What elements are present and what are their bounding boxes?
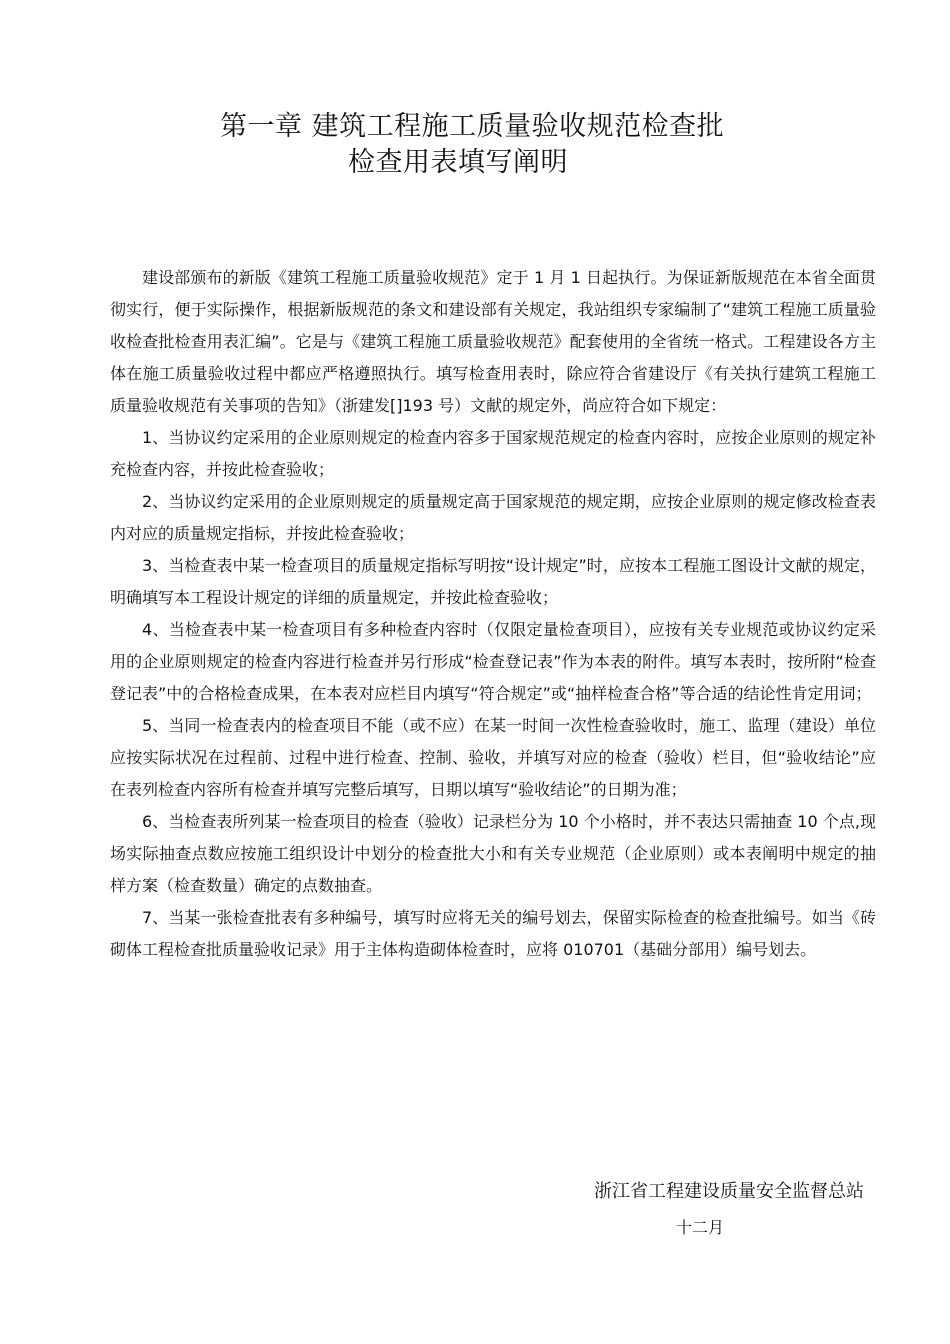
page-title-line-1: 第一章 建筑工程施工质量验收规范检查批 bbox=[220, 111, 725, 142]
rule-item-2: 2、当协议约定采用的企业原则规定的质量规定高于国家规范的规定期，应按企业原则的规定修改检查表内对应的质量规定指标，并按此检查验收； bbox=[110, 492, 876, 543]
rule-item-6: 6、当检查表所列某一检查项目的检查（验收）记录栏分为 10 个小格时，并不表达只需抽查 10 个点,现场实际抽查点数应按施工组织设计中划分的检查批大小和有关专业规范（企业原则）或本表阐明中规定的抽样方案（检查数量）确定的点数抽查。 bbox=[110, 812, 876, 895]
rule-item-7: 7、当某一张检查批表有多种编号，填写时应将无关的编号划去，保留实际检查的检查批编号。如当《砖砌体工程检查批质量验收记录》用于主体构造砌体检查时，应将 010701（基础分部用）编号划去。 bbox=[110, 908, 876, 959]
signature-date: 十二月 bbox=[676, 1218, 725, 1237]
rule-item-3: 3、当检查表中某一检查项目的质量规定指标写明按“设计规定”时，应按本工程施工图设计文献的规定，明确填写本工程设计规定的详细的质量规定，并按此检查验收； bbox=[110, 556, 876, 607]
signature-organization: 浙江省工程建设质量安全监督总站 bbox=[594, 1181, 864, 1202]
rule-item-1: 1、当协议约定采用的企业原则规定的检查内容多于国家规范规定的检查内容时，应按企业原则的规定补充检查内容，并按此检查验收； bbox=[110, 428, 876, 479]
intro-paragraph: 建设部颁布的新版《建筑工程施工质量验收规范》定于 1 月 1 日起执行。为保证新版规范在本省全面贯彻实行，便于实际操作，根据新版规范的条文和建设部有关规定，我站组织专家编制了“建筑工程施工质量验收检查批检查用表汇编”。它是与《建筑工程施工质量验收规范》配套使用的全省统一格式。工程建设各方主体在施工质量验收过程中都应严格遵照执行。填写检查用表时，除应符合省建设厅《有关执行建筑工程施工质量验收规范有关事项的告知》（浙建发[]193 号）文献的规定外，尚应符合如下规定： bbox=[110, 268, 876, 415]
document-body bbox=[110, 262, 876, 966]
page-title-line-2: 检查用表填写阐明 bbox=[348, 147, 568, 178]
rule-item-4: 4、当检查表中某一检查项目有多种检查内容时（仅限定量检查项目），应按有关专业规范或协议约定采用的企业原则规定的检查内容进行检查并另行形成“检查登记表”作为本表的附件。填写本表时，按所附“检查登记表”中的合格检查成果，在本表对应栏目内填写“符合规定”或“抽样检查合格”等合适的结论性肯定用词； bbox=[110, 620, 876, 703]
rule-item-5: 5、当同一检查表内的检查项目不能（或不应）在某一时间一次性检查验收时，施工、监理（建设）单位应按实际状况在过程前、过程中进行检查、控制、验收，并填写对应的检查（验收）栏目，但“验收结论”应在表列检查内容所有检查并填写完整后填写，日期以填写“验收结论”的日期为准； bbox=[110, 716, 876, 799]
